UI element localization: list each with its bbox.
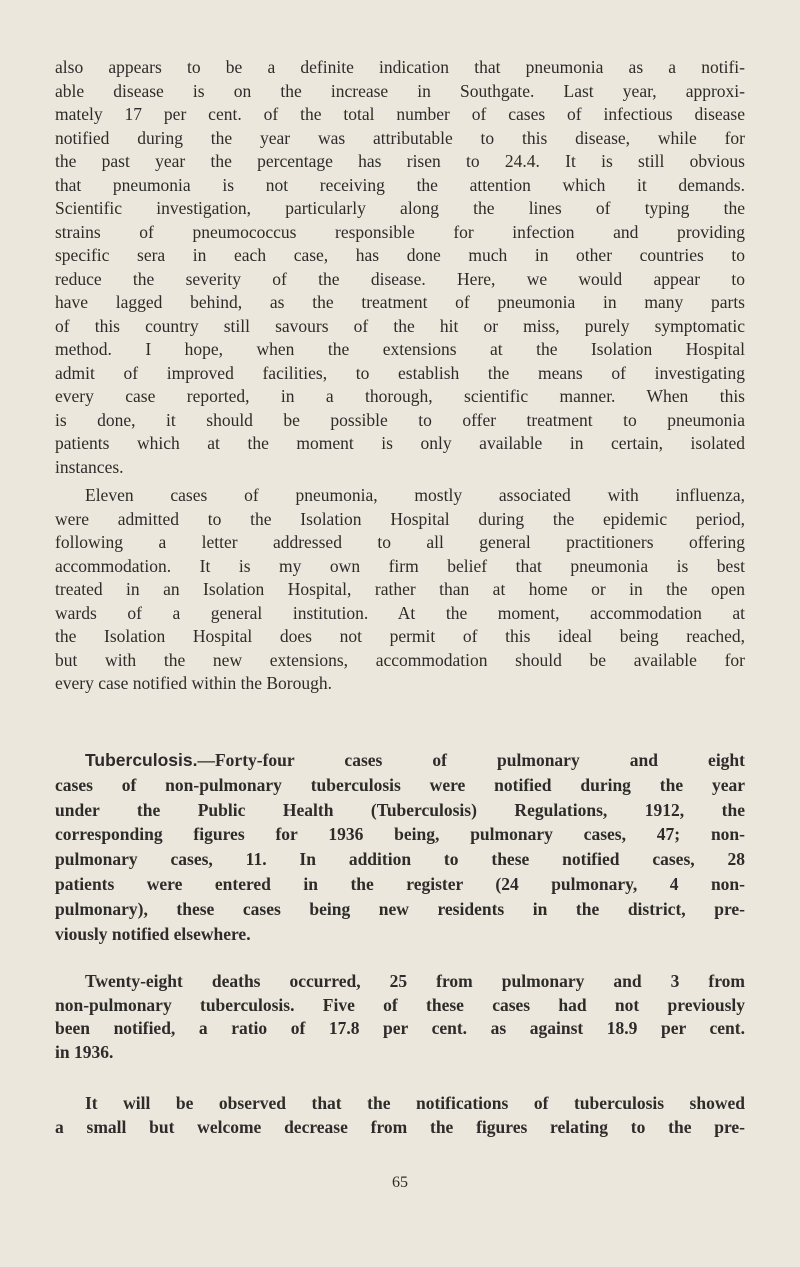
text-line: have lagged behind, as the treatment of pneumonia in many parts — [55, 292, 745, 312]
text-line: Scientific investigation, particularly along the lines of typing the — [55, 198, 745, 218]
text-line: but with the new extensions, accommodation should be available for — [55, 649, 745, 670]
text-line: specific sera in each case, has done much in other countries to — [55, 245, 745, 265]
text-line: also appears to be a definite indication that pneumonia as a notifi- — [55, 57, 745, 77]
text-line: wards of a general institution. At the moment, accommodation at — [55, 602, 745, 623]
text-line: every case notified within the Borough. — [55, 673, 333, 693]
text-line: instances. — [55, 456, 124, 477]
text-line: in 1936. — [55, 1041, 114, 1062]
text-line: were admitted to the Isolation Hospital during the epidemic period, — [55, 508, 745, 529]
text-line: been notified, a ratio of 17.8 per cent. as against 18.9 per cent. — [55, 1018, 745, 1038]
text-line: non-pulmonary tuberculosis. Five of these cases had not previously — [55, 994, 745, 1015]
text-line: able disease is on the increase in Southgate. Last year, approxi- — [55, 80, 745, 101]
section-heading: Tuberculosis. — [85, 750, 198, 770]
paragraph-tuberculosis-notifications — [55, 748, 745, 946]
text-line: method. I hope, when the extensions at the Isolation Hospital — [55, 339, 745, 359]
text-line: treated in an Isolation Hospital, rather than at home or in the open — [55, 579, 745, 599]
paragraph-pneumonia-indication — [55, 56, 745, 479]
text-line: following a letter addressed to all general practitioners offering — [55, 532, 745, 552]
text-line: mately 17 per cent. of the total number of cases of infectious disease — [55, 104, 745, 124]
text-line: corresponding figures for 1936 being, pulmonary cases, 47; non- — [55, 824, 745, 845]
text-line: patients were entered in the register (24 pulmonary, 4 non- — [55, 873, 745, 894]
text-line: pulmonary), these cases being new residents in the district, pre- — [55, 898, 745, 919]
text-line: patients which at the moment is only available in certain, isolated — [55, 433, 745, 453]
text-line: Twenty-eight deaths occurred, 25 from pulmonary and 3 from — [85, 971, 745, 991]
text-line: viously notified elsewhere. — [55, 923, 251, 944]
text-line: accommodation. It is my own firm belief that pneumonia is best — [55, 555, 745, 576]
paragraph-tuberculosis-decrease — [55, 1092, 745, 1139]
paragraph-pneumonia-admissions — [55, 484, 745, 696]
text-line: a small but welcome decrease from the figures relating to the pre- — [55, 1116, 745, 1137]
text-line: reduce the severity of the disease. Here, we would appear to — [55, 268, 745, 289]
text-line: the Isolation Hospital does not permit of this ideal being reached, — [55, 626, 745, 646]
text-line: pulmonary cases, 11. In addition to these notified cases, 28 — [55, 849, 745, 870]
text-line: strains of pneumococcus responsible for infection and providing — [55, 221, 745, 242]
text-line: admit of improved facilities, to establish the means of investigating — [55, 362, 745, 383]
text-line: that pneumonia is not receiving the attention which it demands. — [55, 174, 745, 195]
text-line: every case reported, in a thorough, scientific manner. When this — [55, 386, 745, 406]
paragraph-tuberculosis-deaths — [55, 970, 745, 1064]
text-line: under the Public Health (Tuberculosis) Regulations, 1912, the — [55, 799, 745, 820]
text-line: notified during the year was attributable to this disease, while for — [55, 127, 745, 148]
text-line: of this country still savours of the hit or miss, purely symptomatic — [55, 315, 745, 336]
text-line: cases of non-pulmonary tuberculosis were notified during the year — [55, 774, 745, 795]
text-line: is done, it should be possible to offer treatment to pneumonia — [55, 409, 745, 430]
page-number: 65 — [392, 1174, 408, 1191]
text-line: Eleven cases of pneumonia, mostly associated with influenza, — [85, 485, 745, 505]
text-line — [55, 748, 745, 773]
text-line: the past year the percentage has risen to 24.4. It is still obvious — [55, 151, 745, 171]
text-line: It will be observed that the notifications of tuberculosis showed — [85, 1093, 745, 1113]
text-line-content: —Forty-four cases of pulmonary and eight — [197, 750, 745, 770]
